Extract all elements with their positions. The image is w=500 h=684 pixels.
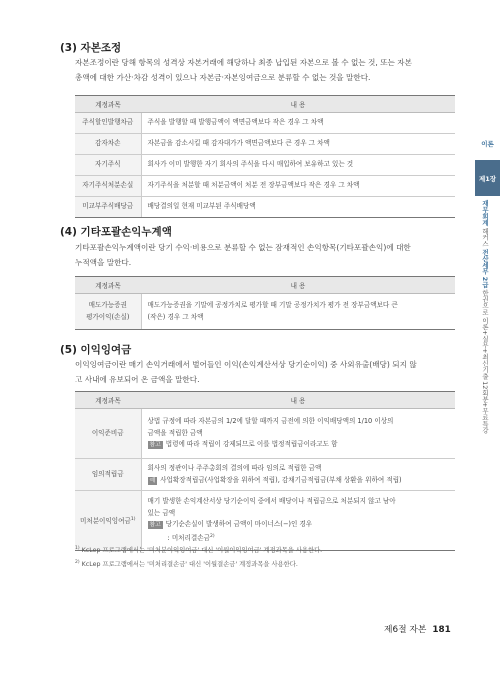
- section-title-retained-earnings: (5) 이익잉여금: [60, 344, 132, 356]
- section-title-aoci: (4) 기타포괄손익누계액: [60, 226, 172, 238]
- content-line: 상법 규정에 따라 자본금의 1/2에 달할 때까지 금전에 의한 이익배당액의 1/10 이상의: [147, 417, 394, 426]
- chapter-label: 제6절 자본: [384, 625, 427, 635]
- content-cell: [141, 409, 455, 459]
- footnote-text: KcLep 프로그램에서는 '미처분이익잉여금' 대신 '이월이익잉여금' 계정과목을 사용한다.: [81, 547, 323, 554]
- table-row: [75, 459, 455, 491]
- account-line: 평가이익(손실): [86, 312, 130, 321]
- footnote: [75, 559, 298, 568]
- running-title-section: 재무회계: [481, 200, 489, 226]
- content-line: (작은) 경우 그 차액: [147, 312, 204, 321]
- table-header-row: [75, 392, 455, 409]
- content-line: 매기 발생한 손익계산서상 당기순이익 중에서 배당이나 적립금으로 처분되지 않고 남아: [147, 497, 396, 506]
- note-line: [148, 519, 450, 531]
- account-cell: 자기주식처분손실: [75, 176, 141, 197]
- side-tab-chapter[interactable]: 제1장: [475, 160, 500, 196]
- content-cell: 주식을 발행할 때 발행금액이 액면금액보다 작은 경우 그 차액: [141, 113, 455, 134]
- note-line: [148, 439, 450, 451]
- table-row: [75, 176, 455, 197]
- footnote-text: KcLep 프로그램에서는 '미처리결손금' 대신 '이월결손금' 계정과목을 사용한다.: [81, 561, 298, 568]
- footnote-mark: 2): [75, 559, 80, 565]
- account-name: 미처분이익잉여금: [79, 516, 131, 525]
- header-account: 계정과목: [75, 392, 141, 409]
- running-title-publisher: 해커스: [481, 225, 489, 249]
- section-title-capital-adjustment: (3) 자본조정: [60, 42, 122, 54]
- running-title-subtitle: 한권으로 이론+실무+최신기출 12회분+무료특강: [481, 287, 489, 434]
- note-line: [148, 531, 450, 545]
- note-tag: 예: [149, 477, 156, 484]
- content-line: 있는 금액: [147, 508, 176, 517]
- table-row: [75, 294, 455, 330]
- aoci-table: [75, 276, 455, 330]
- table-row: [75, 197, 455, 218]
- content-cell: [141, 491, 455, 551]
- account-cell: 미교부주식배당금: [75, 197, 141, 218]
- account-cell: 이익준비금: [75, 409, 141, 459]
- account-cell: [75, 294, 141, 330]
- retained-earnings-table: [75, 391, 455, 551]
- content-line: 금액을 적립한 금액: [147, 428, 203, 437]
- note-tag: 참고: [149, 522, 161, 529]
- note-text: : 미처리결손금: [167, 534, 211, 543]
- footnote: [75, 545, 322, 554]
- para-line: 누적액을 말한다.: [75, 258, 132, 267]
- para-line: 자본조정이란 당해 항목의 성격상 자본거래에 해당하나 최종 납입된 자본으로 볼 수 없는 것, 또는 자본: [75, 58, 412, 67]
- table-row: [75, 113, 455, 134]
- account-cell: [75, 491, 141, 551]
- side-tabs: [475, 126, 500, 196]
- page-number: 181: [432, 625, 451, 635]
- note-line: [148, 475, 450, 487]
- footnote-ref: 1): [130, 516, 136, 522]
- content-cell: 배당결의일 현재 미교부된 주식배당액: [141, 197, 455, 218]
- header-account: 계정과목: [75, 277, 141, 294]
- capital-adjustment-paragraph: [75, 55, 455, 85]
- header-content: 내 용: [141, 96, 455, 113]
- content-cell: 자본금을 감소시킬 때 감자대가가 액면금액보다 큰 경우 그 차액: [141, 134, 455, 155]
- account-cell: 주식할인발행차금: [75, 113, 141, 134]
- account-cell: 임의적립금: [75, 459, 141, 491]
- para-line: 기타포괄손익누계액이란 당기 수익·비용으로 분류할 수 없는 잠재적인 손익항목(기타포괄손익)에 대한: [75, 243, 411, 252]
- note-text: 법령에 따라 적립이 강제되므로 이를 법정적립금이라고도 함: [165, 440, 338, 449]
- content-line: 매도가능증권을 기말에 공정가치로 평가할 때 기말 공정가치가 평가 전 장부금액보다 큰: [147, 301, 398, 309]
- content-cell: [141, 294, 455, 330]
- account-cell: 감자차손: [75, 134, 141, 155]
- table-row: [75, 409, 455, 459]
- table-row: [75, 155, 455, 176]
- side-tab-theory[interactable]: 이론: [475, 126, 500, 160]
- content-cell: 자기주식을 처분할 때 처분금액이 처분 전 장부금액보다 작은 경우 그 차액: [141, 176, 455, 197]
- header-account: 계정과목: [75, 96, 141, 113]
- content-cell: [141, 459, 455, 491]
- para-line: 이익잉여금이란 매기 손익거래에서 벌어들인 이익(손익계산서상 당기순이익) 중 사외유출(배당) 되지 않: [75, 360, 417, 369]
- side-running-title: [481, 200, 490, 433]
- note-text: 당기순손실이 발생하여 금액이 마이너스(−)인 경우: [165, 520, 313, 529]
- table-row: [75, 134, 455, 155]
- account-line: 매도가능증권: [88, 301, 127, 309]
- running-title-book: 전산세무 2급: [481, 248, 489, 288]
- table-row: [75, 491, 455, 551]
- header-content: 내 용: [141, 277, 455, 294]
- footnote-ref: 2): [210, 533, 215, 539]
- aoci-paragraph: [75, 240, 455, 270]
- para-line: 고 사내에 유보되어 온 금액을 말한다.: [75, 375, 200, 384]
- note-tag: 참고: [149, 442, 161, 449]
- account-cell: 자기주식: [75, 155, 141, 176]
- capital-adjustment-table: [75, 95, 455, 218]
- footnote-mark: 1): [75, 545, 80, 551]
- table-header-row: [75, 96, 455, 113]
- content-line: 회사의 정관이나 주주총회의 결의에 따라 임의로 적립한 금액: [147, 464, 322, 472]
- content-cell: 회사가 이미 발행한 자기 회사의 주식을 다시 매입하여 보유하고 있는 것: [141, 155, 455, 176]
- retained-earnings-paragraph: [75, 357, 455, 387]
- note-text: 사업확장적립금(사업확장을 위하여 적립), 감채기금적립금(부채 상환을 위하여 적립): [160, 475, 402, 484]
- page-footer: [384, 622, 451, 635]
- table-header-row: [75, 277, 455, 294]
- para-line: 총액에 대한 가산·차감 성격이 있으나 자본금·자본잉여금으로 분류할 수 없는 것을 말한다.: [75, 73, 371, 82]
- header-content: 내 용: [141, 392, 455, 409]
